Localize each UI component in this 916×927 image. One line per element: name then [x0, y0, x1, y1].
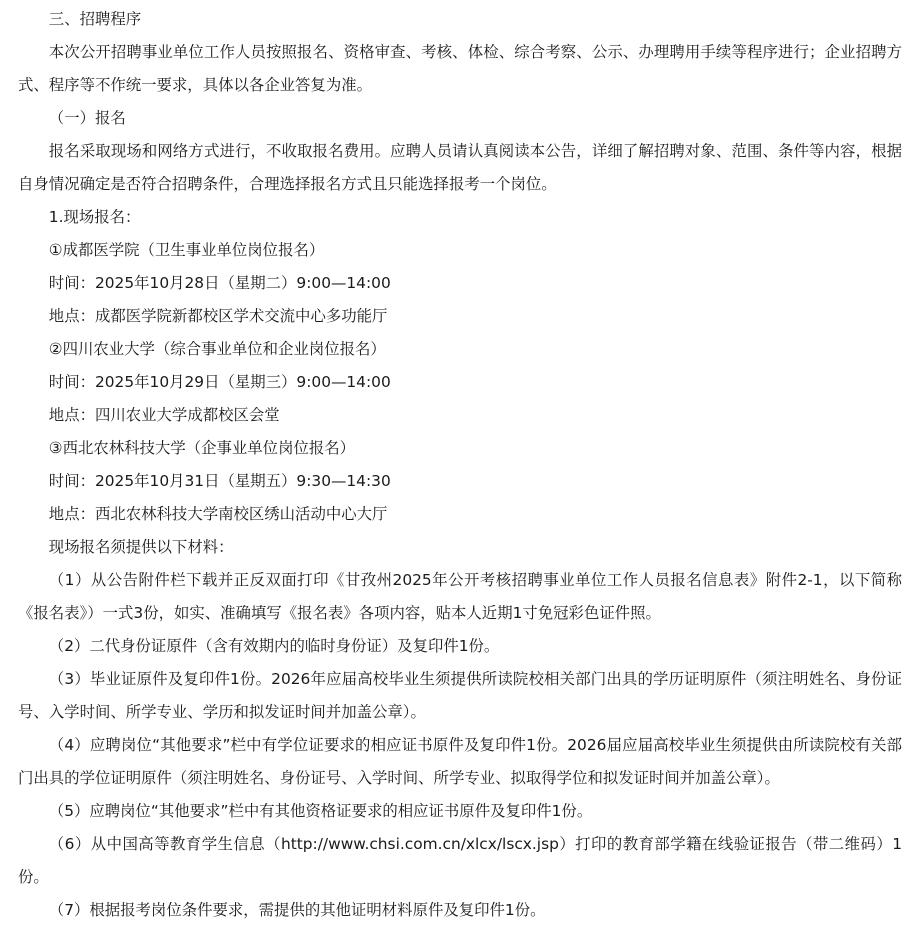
site-time: 时间：2025年10月31日（星期五）9:30—14:30 — [48, 472, 391, 490]
material-item: （7）根据报考岗位条件要求，需提供的其他证明材料原件及复印件1份。 — [48, 901, 546, 919]
site-time: 时间：2025年10月28日（星期二）9:00—14:00 — [48, 274, 391, 292]
material-item: （5）应聘岗位“其他要求”栏中有其他资格证要求的相应证书原件及复印件1份。 — [48, 802, 593, 820]
site-time: 时间：2025年10月29日（星期三）9:00—14:00 — [48, 373, 391, 391]
material-item: （2）二代身份证原件（含有效期内的临时身份证）及复印件1份。 — [48, 637, 500, 655]
material-item: （6）从中国高等教育学生信息（http://www.chsi.com.cn/xlcx/lscx.jsp）打印的教育部学籍在线验证报告（带二维码）1份。 — [18, 835, 902, 886]
site-name: ③西北农林科技大学（企事业单位岗位报名） — [48, 439, 356, 457]
site-place: 地点：成都医学院新都校区学术交流中心多功能厅 — [48, 307, 388, 325]
site-name: ②四川农业大学（综合事业单位和企业岗位报名） — [48, 340, 386, 358]
subsection-heading: （一）报名 — [48, 109, 126, 127]
material-item: （3）毕业证原件及复印件1份。2026年应届高校毕业生须提供所读院校相关部门出具的学历证明原件（须注明姓名、身份证号、入学时间、所学专业、学历和拟发证时间并加盖公章）。 — [18, 670, 902, 721]
section-heading: 三、招聘程序 — [48, 10, 142, 28]
material-item: （1）从公告附件栏下载并正反双面打印《甘孜州2025年公开考核招聘事业单位工作人员报名信息表》附件2-1，以下简称《报名表》）一式3份，如实、准确填写《报名表》各项内容，贴本人近期1寸免冠彩色证件照。 — [18, 571, 902, 622]
material-item: （4）应聘岗位“其他要求”栏中有学位证要求的相应证书原件及复印件1份。2026届应届高校毕业生须提供由所读院校有关部门出具的学位证明原件（须注明姓名、身份证号、入学时间、所学专业、拟取得学位和拟发证时间并加盖公章）。 — [18, 736, 902, 787]
onsite-heading: 1.现场报名： — [48, 208, 141, 226]
intro-paragraph: 本次公开招聘事业单位工作人员按照报名、资格审查、考核、体检、综合考察、公示、办理聘用手续等程序进行；企业招聘方式、程序等不作统一要求，具体以各企业答复为准。 — [18, 43, 902, 94]
site-place: 地点：四川农业大学成都校区会堂 — [48, 406, 280, 424]
materials-heading: 现场报名须提供以下材料： — [48, 538, 234, 556]
registration-paragraph: 报名采取现场和网络方式进行，不收取报名费用。应聘人员请认真阅读本公告，详细了解招聘对象、范围、条件等内容，根据自身情况确定是否符合招聘条件，合理选择报名方式且只能选择报考一个岗位。 — [18, 142, 902, 193]
site-name: ①成都医学院（卫生事业单位岗位报名） — [48, 241, 325, 259]
site-place: 地点：西北农林科技大学南校区绣山活动中心大厅 — [48, 505, 388, 523]
